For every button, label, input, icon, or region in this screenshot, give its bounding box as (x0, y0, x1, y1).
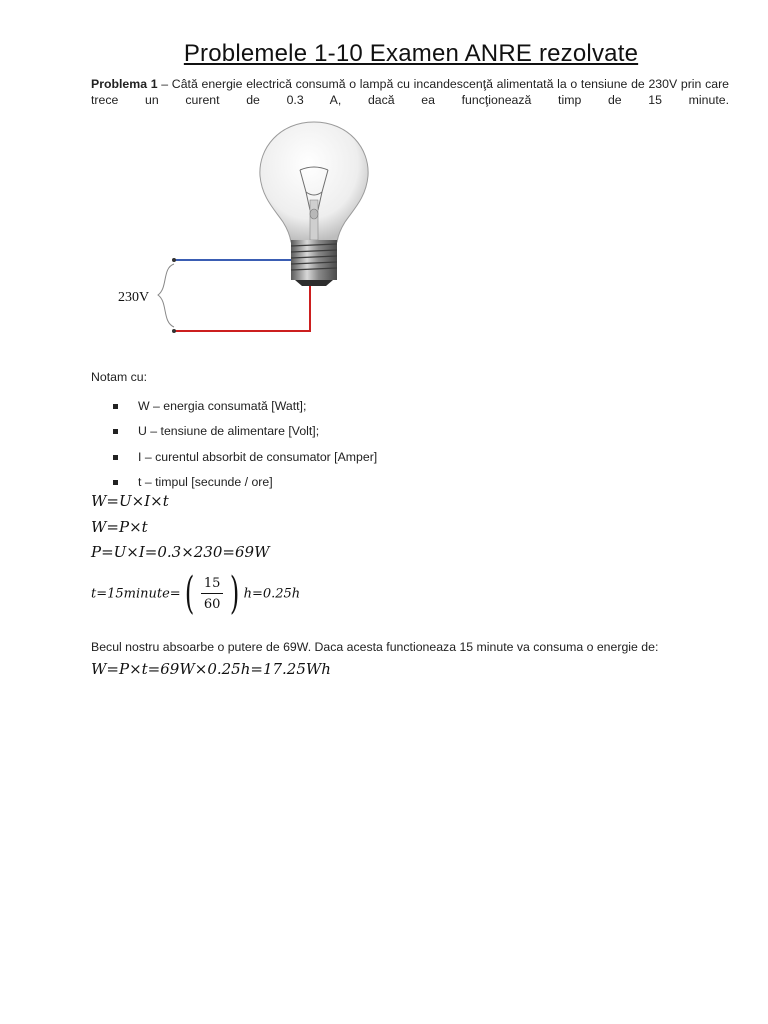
fraction (201, 576, 224, 612)
list-item-text: I – curentul absorbit de consumator [Amper] (138, 449, 378, 464)
list-item (113, 399, 377, 424)
left-paren: ( (184, 568, 195, 619)
notation-intro: Notam cu: (91, 370, 148, 384)
formula-time (91, 568, 301, 619)
formula-power: P=U×I=0.3×230=69W (91, 543, 270, 561)
lightbulb-circuit-figure (100, 118, 380, 348)
bullet-square-icon (113, 404, 118, 409)
bullet-square-icon (113, 480, 118, 485)
problem-label: Problema 1 (91, 77, 158, 91)
page-title: Problemele 1-10 Examen ANRE rezolvate (183, 40, 639, 67)
bullet-square-icon (113, 455, 118, 460)
list-item (113, 424, 377, 449)
fraction-denominator: 60 (203, 597, 221, 612)
formula-energy: W=U×I×t (91, 492, 169, 510)
fraction-numerator: 15 (201, 576, 224, 594)
list-item (113, 450, 377, 475)
problem-text: – Câtă energie electrică consumă o lampă cu incandescenţă alimentată la o tensiune de 230V prin care trece un curent de 0.3 A, dacă ea funcţionează timp de 15 minute. (91, 77, 729, 107)
list-item-text: t – timpul [secunde / ore] (138, 474, 273, 489)
formula-time-left: t=15minute= (91, 586, 181, 602)
phase-wire (174, 286, 310, 331)
formula-time-right: h=0.25h (243, 586, 301, 602)
list-item-text: U – tensiune de alimentare [Volt]; (138, 424, 320, 439)
voltage-label: 230V (118, 290, 150, 305)
notation-list (113, 399, 377, 500)
bullet-square-icon (113, 429, 118, 434)
list-item-text: W – energia consumată [Watt]; (138, 399, 307, 413)
voltage-brace (158, 264, 174, 327)
conclusion-text: Becul nostru absoarbe o putere de 69W. Daca acesta functioneaza 15 minute va consuma o energie de: (91, 640, 659, 654)
right-paren: ) (230, 568, 240, 619)
formula-energy-power: W=P×t (91, 518, 148, 536)
problem-statement (91, 77, 729, 108)
formula-result: W=P×t=69W×0.25h=17.25Wh (91, 660, 331, 678)
